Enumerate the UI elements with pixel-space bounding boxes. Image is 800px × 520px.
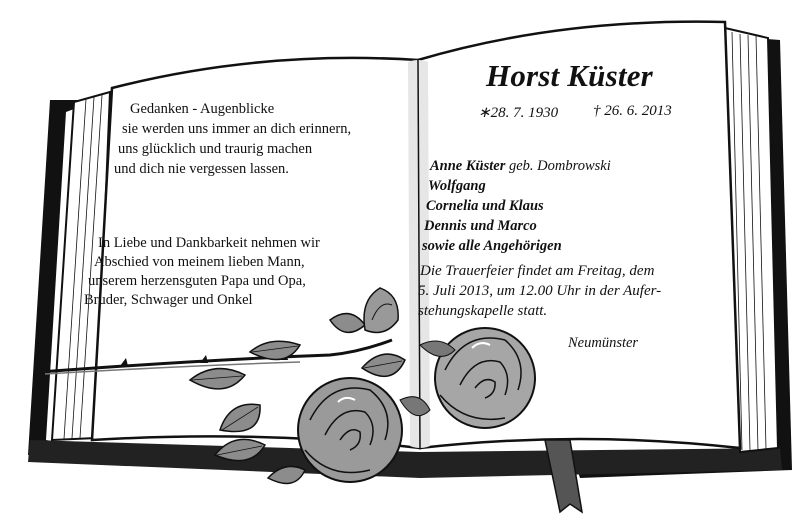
- family-member: sowie alle Angehörigen: [422, 238, 562, 254]
- poem-line: sie werden uns immer an dich erinnern,: [122, 121, 352, 137]
- death-date: † 26. 6. 2013: [593, 103, 672, 119]
- farewell-line: Abschied von meinem lieben Mann,: [94, 254, 305, 270]
- family-first-suffix: geb. Dombrowski: [508, 158, 611, 174]
- birth-date: ∗28. 7. 1930: [478, 105, 559, 121]
- service-line: 5. Juli 2013, um 12.00 Uhr in der Aufer-: [418, 283, 662, 299]
- deceased-name: Horst Küster: [486, 58, 653, 93]
- service-line: stehungskapelle statt.: [418, 303, 548, 319]
- service-line: Die Trauerfeier findet am Freitag, dem: [420, 263, 655, 279]
- farewell-line: Bruder, Schwager und Onkel: [84, 292, 253, 308]
- poem-line: uns glücklich und traurig machen: [118, 141, 313, 157]
- farewell-line: unserem herzensguten Papa und Opa,: [88, 273, 306, 289]
- poem-line: und dich nie vergessen lassen.: [114, 161, 289, 177]
- poem-line: Gedanken - Augenblicke: [130, 101, 275, 117]
- place-name: Neumünster: [568, 335, 639, 351]
- family-member: Wolfgang: [428, 178, 486, 194]
- family-first-name: Anne Küster: [430, 158, 506, 174]
- family-line: [430, 156, 611, 176]
- family-member: Cornelia und Klaus: [426, 198, 544, 214]
- family-member: Dennis und Marco: [424, 218, 537, 234]
- farewell-line: In Liebe und Dankbarkeit nehmen wir: [98, 235, 320, 251]
